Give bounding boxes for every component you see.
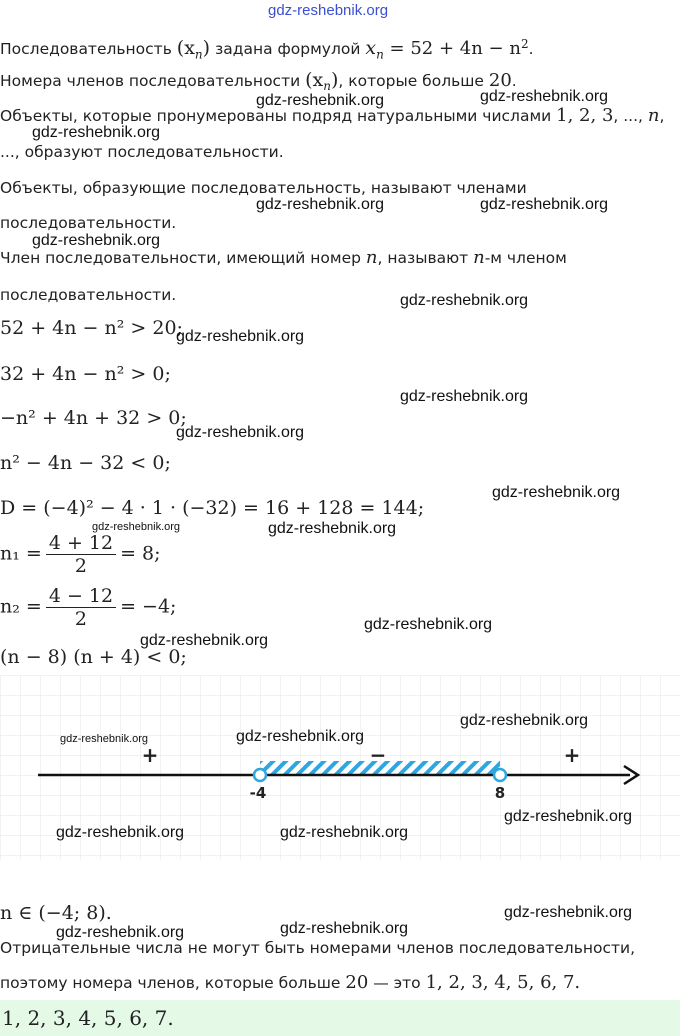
fraction-n1: $\frac{4 + 12}{2}$ (46, 532, 116, 577)
watermark: gdz-reshebnik.org (56, 924, 185, 941)
step-2: 32 + 4n − n² > 0; (0, 363, 171, 385)
watermark: gdz-reshebnik.org (460, 712, 589, 729)
intro-line-4: ..., образуют последовательности. (0, 143, 284, 161)
watermark: gdz-reshebnik.org (268, 520, 397, 537)
watermark: gdz-reshebnik.org (256, 196, 385, 213)
sign-left: + (141, 743, 159, 767)
watermark: gdz-reshebnik.org (32, 232, 161, 249)
intro-line-6: последовательности. (0, 214, 177, 232)
point-label-left: -4 (249, 784, 267, 802)
answer-text: 1, 2, 3, 4, 5, 6, 7. (2, 1006, 174, 1030)
sign-middle: − (369, 743, 387, 767)
watermark: gdz-reshebnik.org (140, 632, 269, 649)
point-label-right: 8 (494, 784, 506, 802)
watermark: gdz-reshebnik.org (480, 88, 609, 105)
watermark: gdz-reshebnik.org (280, 920, 409, 937)
watermark: gdz-reshebnik.org (280, 824, 409, 841)
fraction-n2: $\frac{4 - 12}{2}$ (46, 585, 116, 630)
step-3: −n² + 4n + 32 > 0; (0, 407, 187, 429)
watermark: gdz-reshebnik.org (92, 521, 181, 533)
open-point-right (494, 769, 506, 781)
intro-line-5: Объекты, образующие последовательность, называют членами (0, 179, 527, 197)
watermark: gdz-reshebnik.org (60, 733, 149, 745)
watermark: gdz-reshebnik.org (256, 92, 385, 109)
watermark: gdz-reshebnik.org (176, 328, 305, 345)
intro-line-3: Объекты, которые пронумерованы подряд натуральными числами 1, 2, 3, ..., n, (0, 105, 665, 126)
watermark: gdz-reshebnik.org (400, 388, 529, 405)
watermark: gdz-reshebnik.org (56, 824, 185, 841)
step-5: D = (−4)² − 4 · 1 · (−32) = 16 + 128 = 144; (0, 497, 425, 519)
watermark: gdz-reshebnik.org (504, 808, 633, 825)
watermark: gdz-reshebnik.org (364, 616, 493, 633)
watermark: gdz-reshebnik.org (32, 124, 161, 141)
intro-line-7: Член последовательности, имеющий номер n, называют n-м членом (0, 247, 567, 268)
step-8: (n − 8) (n + 4) < 0; (0, 646, 187, 668)
watermark: gdz-reshebnik.org (176, 424, 305, 441)
watermark: gdz-reshebnik.org (400, 292, 529, 309)
step-1: 52 + 4n − n² > 20; (0, 317, 183, 339)
conclusion-line-2: поэтому номера членов, которые больше 20 — это 1, 2, 3, 4, 5, 6, 7. (0, 972, 581, 993)
watermark: gdz-reshebnik.org (480, 196, 609, 213)
step-7: n₂ = $\frac{4 - 12}{2}$ = −4; (0, 585, 177, 630)
answer-box (0, 1000, 680, 1036)
conclusion-line-1: Отрицательные числа не могут быть номерами членов последовательности, (0, 939, 636, 957)
step-6: n₁ = $\frac{4 + 12}{2}$ = 8; (0, 532, 161, 577)
watermark: gdz-reshebnik.org (492, 484, 621, 501)
watermark: gdz-reshebnik.org (504, 904, 633, 921)
step-4: n² − 4n − 32 < 0; (0, 452, 171, 474)
sign-right: + (563, 743, 581, 767)
watermark-top: gdz-reshebnik.org (268, 2, 389, 19)
result-interval: n ∈ (−4; 8). (0, 902, 112, 924)
intro-line-8: последовательности. (0, 286, 177, 304)
intro-line-1: Последовательность $(x_n)$ задана формулой $x_n = 52 + 4n - n^2$. (0, 37, 534, 62)
open-point-left (254, 769, 266, 781)
watermark: gdz-reshebnik.org (236, 728, 365, 745)
intro-line-2: Номера членов последовательности $(x_n)$, которые больше 20. (0, 69, 517, 94)
